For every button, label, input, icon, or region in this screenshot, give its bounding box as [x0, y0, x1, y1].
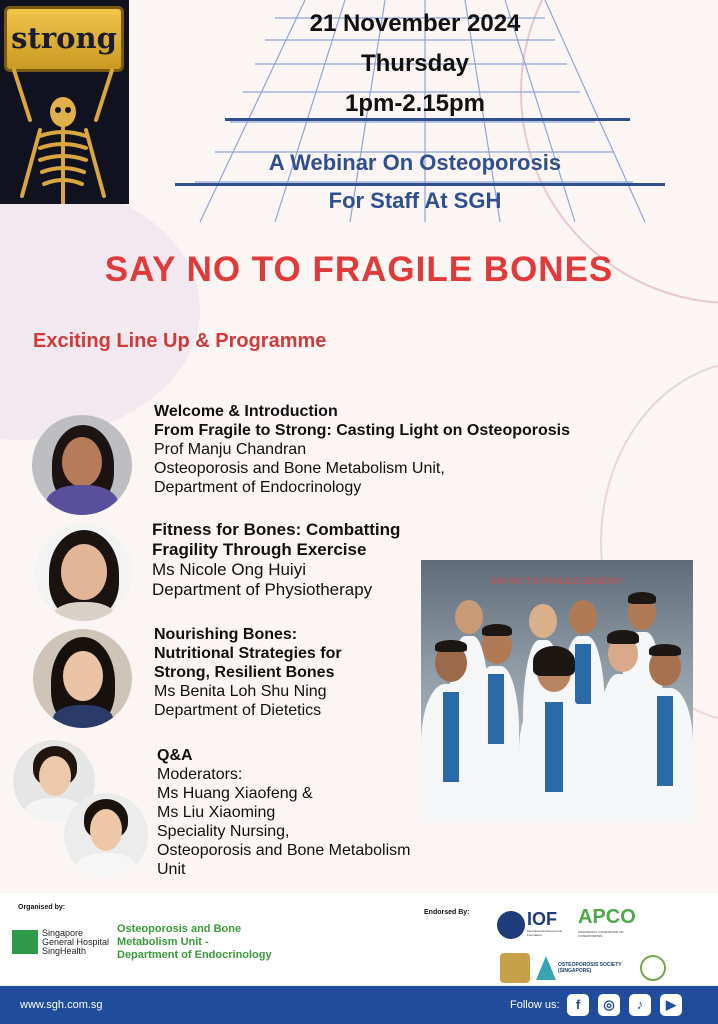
speaker-name: Ms Nicole Ong Huiyi — [152, 560, 306, 579]
circle-emblem-logo — [640, 955, 666, 981]
event-datetime — [250, 4, 580, 124]
programme-title: Fitness for Bones: Combatting — [152, 520, 401, 539]
medical-team-photo — [421, 560, 693, 822]
programme-item-nutrition — [154, 625, 342, 720]
website-link[interactable]: www.sgh.com.sg — [20, 999, 103, 1011]
programme-title: Welcome & Introduction — [154, 403, 338, 420]
main-headline: SAY NO TO FRAGILE BONES — [104, 250, 614, 289]
unit-line: Metabolism Unit - — [117, 936, 209, 948]
sgh-name-line: General Hospital — [42, 937, 110, 947]
sgh-name-line: Singapore — [42, 928, 84, 938]
apco-logo-subtitle: ASIA PACIFIC CONSORTIUM ON OSTEOPOROSIS — [578, 930, 624, 938]
unit-line: Osteoporosis and Bone — [117, 923, 242, 935]
skeleton-icon — [0, 0, 129, 204]
apco-logo — [576, 904, 640, 942]
programme-title: Nutritional Strategies for — [154, 645, 342, 662]
moderator-photo-liu-xiaoming — [64, 793, 148, 877]
event-day: Thursday — [360, 50, 470, 77]
programme-title: Strong, Resilient Bones — [154, 664, 335, 681]
crest-logo — [500, 953, 530, 983]
facebook-icon[interactable]: f — [567, 994, 589, 1016]
endorsed-by-label: Endorsed By: — [424, 909, 470, 916]
strong-sign-text: strong — [11, 21, 117, 55]
youtube-icon[interactable]: ▶ — [660, 994, 682, 1016]
speaker-photo-nicole-ong — [35, 524, 132, 621]
bottom-bar — [0, 986, 718, 1024]
speaker-name: Ms Benita Loh Shu Ning — [154, 683, 327, 700]
background-arc — [0, 180, 200, 440]
programme-title: Nourishing Bones: — [154, 626, 298, 643]
moderator-dept: Speciality Nursing, — [157, 823, 290, 840]
instagram-icon[interactable]: ◎ — [598, 994, 620, 1016]
programme-title: From Fragile to Strong: Casting Light on Osteoporosis — [154, 422, 570, 439]
speaker-dept: Department of Dietetics — [154, 702, 322, 719]
programme-title: Fragility Through Exercise — [152, 540, 367, 559]
programme-item-welcome — [154, 402, 570, 497]
tiktok-icon[interactable]: ♪ — [629, 994, 651, 1016]
apco-logo-text: APCO — [578, 906, 636, 928]
event-date: 21 November 2024 — [309, 10, 521, 37]
speaker-dept: Department of Endocrinology — [154, 479, 362, 496]
iof-logo-subtitle: International Osteoporosis Foundation — [527, 929, 563, 937]
sgh-name-line: SingHealth — [42, 946, 87, 956]
webinar-line-1: A Webinar On Osteoporosis — [268, 150, 562, 175]
programme-subheading: Exciting Line Up & Programme — [33, 330, 327, 352]
strong-skeleton-image — [0, 0, 129, 204]
iof-logo-text: IOF — [527, 909, 557, 929]
sgh-logo-text — [42, 929, 109, 956]
moderator-name: Ms Liu Xiaoming — [157, 804, 276, 821]
follow-us-label: Follow us: — [510, 999, 560, 1011]
unit-line: Department of Endocrinology — [117, 949, 272, 961]
speaker-dept: Osteoporosis and Bone Metabolism Unit, — [154, 460, 445, 477]
moderator-dept: Osteoporosis and Bone Metabolism — [157, 842, 411, 859]
oss-logo-text: OSTEOPOROSIS SOCIETY (SINGAPORE) — [558, 962, 622, 974]
speaker-photo-benita-loh — [33, 629, 132, 728]
organised-by-label: Organised by: — [18, 904, 66, 911]
speaker-name: Prof Manju Chandran — [154, 441, 307, 458]
programme-item-qa — [157, 746, 410, 879]
speaker-photo-manju-chandran — [32, 415, 132, 515]
webinar-line-2: For Staff At SGH — [328, 188, 502, 213]
webinar-title — [200, 144, 630, 220]
programme-item-fitness — [152, 520, 400, 600]
moderator-name: Ms Huang Xiaofeng & — [157, 785, 313, 802]
speaker-dept: Department of Physiotherapy — [152, 580, 373, 599]
iof-logo-icon — [497, 911, 525, 939]
iof-logo — [497, 908, 567, 942]
moderator-dept: Unit — [157, 861, 186, 878]
team-photo-caption: SAY NO TO FRAGILE BONES!!!! — [490, 576, 624, 586]
event-time: 1pm-2.15pm — [344, 90, 486, 117]
organising-unit — [117, 923, 272, 962]
programme-title: Q&A — [157, 747, 193, 764]
moderators-label: Moderators: — [157, 766, 243, 783]
sgh-logo-icon — [12, 930, 38, 954]
